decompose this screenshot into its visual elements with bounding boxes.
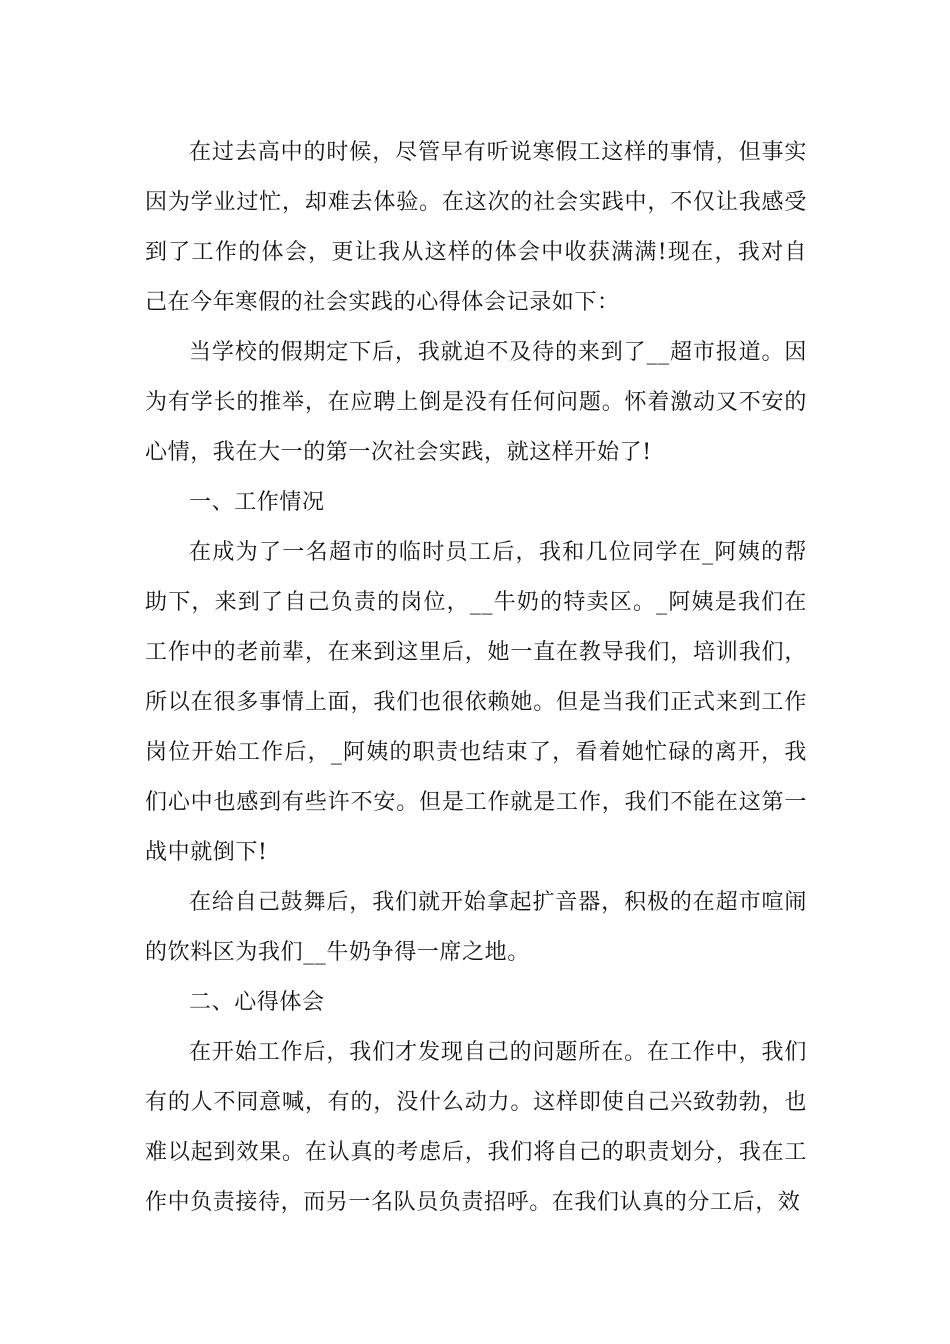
- paragraph-encourage: 在给自己鼓舞后，我们就开始拿起扩音器，积极的在超市喧闹的饮料区为我们__牛奶争得一席之地。: [145, 890, 807, 965]
- paragraph-experience: 在开始工作后，我们才发现自己的问题所在。在工作中，我们有的人不同意喊，有的，没什么动力。这样即使自己兴致勃勃，也难以起到效果。在认真的考虑后，我们将自己的职责划分，我在工作中负责接待，而另一名队员负责招呼。在我们认真的分工后，效: [145, 1040, 807, 1215]
- paragraph-start: 当学校的假期定下后，我就迫不及待的来到了__超市报道。因为有学长的推举，在应聘上倒是没有任何问题。怀着激动又不安的心情，我在大一的第一次社会实践，就这样开始了!: [145, 340, 807, 465]
- document-body: [145, 128, 807, 1228]
- paragraph-work: 在成为了一名超市的临时员工后，我和几位同学在_阿姨的帮助下，来到了自己负责的岗位，__牛奶的特卖区。_阿姨是我们在工作中的老前辈，在来到这里后，她一直在教导我们，培训我们，所以在很多事情上面，我们也很依赖她。但是当我们正式来到工作岗位开始工作后，_阿姨的职责也结束了，看着她忙碌的离开，我们心中也感到有些许不安。但是工作就是工作，我们不能在这第一战中就倒下!: [145, 540, 807, 865]
- section-heading-work: 一、工作情况: [189, 490, 325, 515]
- section-heading-experience: 二、心得体会: [189, 990, 325, 1015]
- paragraph-intro: 在过去高中的时候，尽管早有听说寒假工这样的事情，但事实因为学业过忙，却难去体验。在这次的社会实践中，不仅让我感受到了工作的体会，更让我从这样的体会中收获满满!现在，我对自己在今年寒假的社会实践的心得体会记录如下：: [145, 140, 807, 315]
